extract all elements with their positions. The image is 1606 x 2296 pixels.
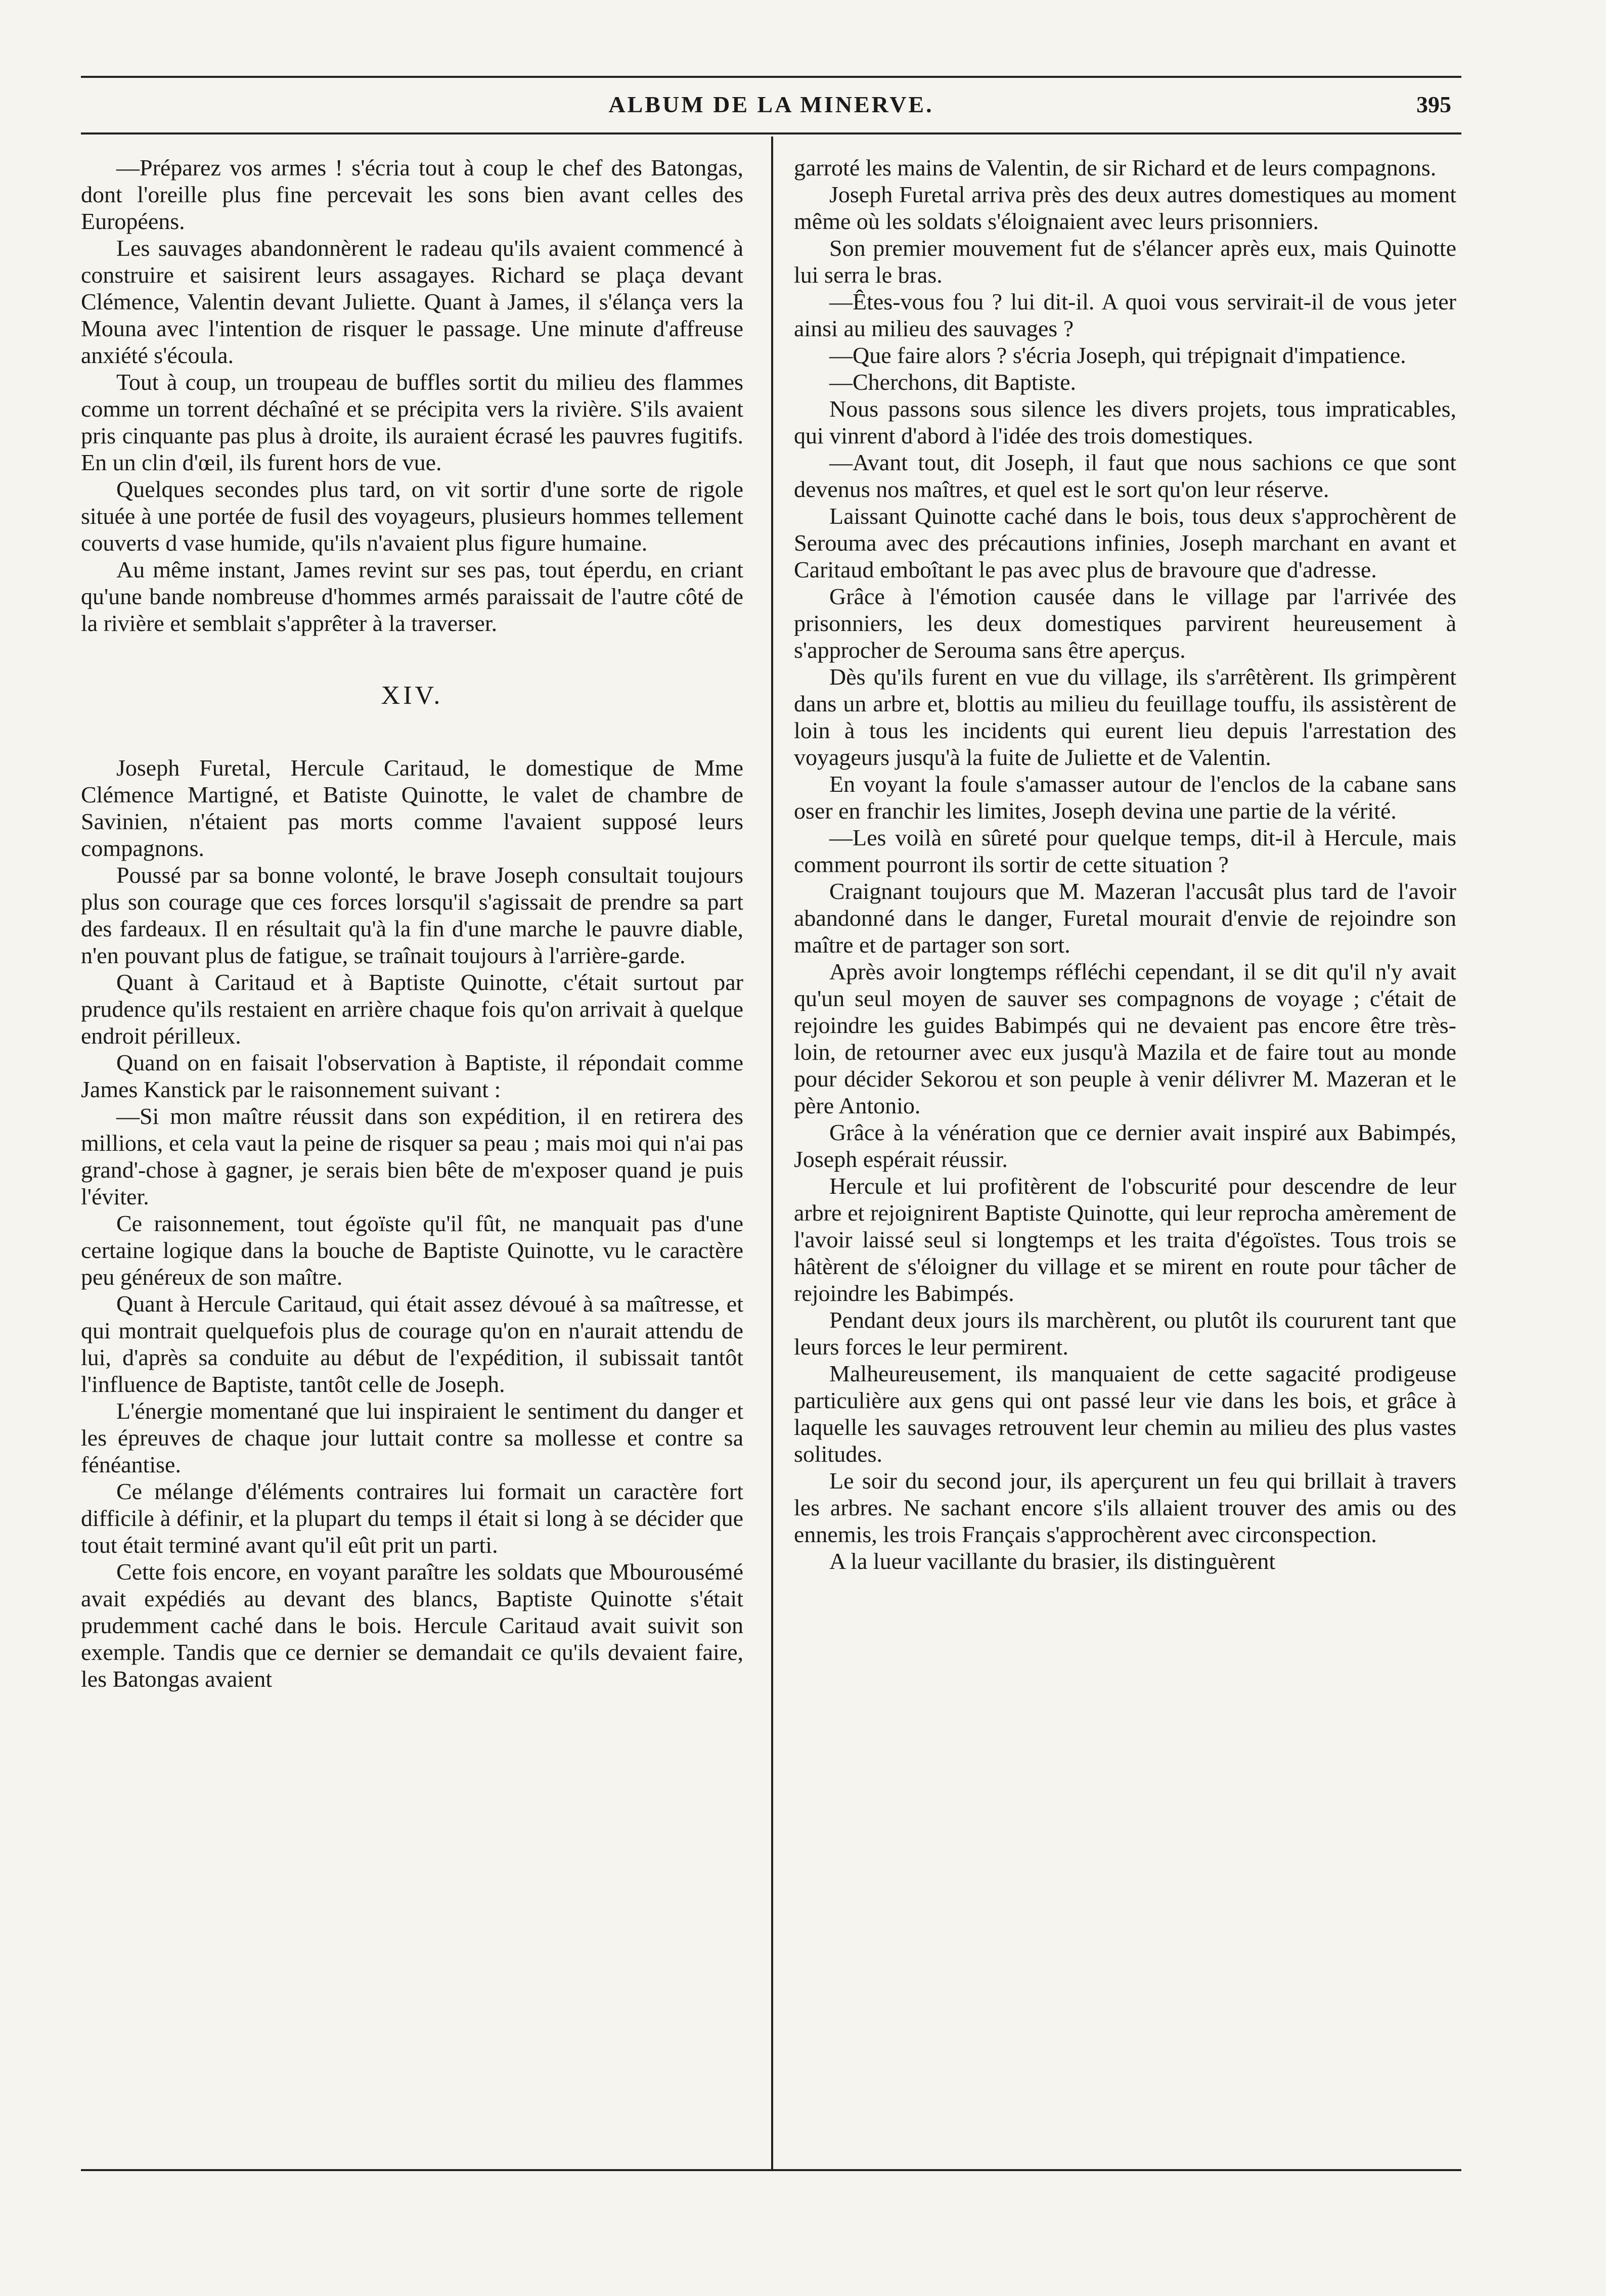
paragraph: —Cherchons, dit Baptiste. — [829, 369, 1077, 395]
top-rule — [81, 76, 1461, 78]
journal-title: ALBUM DE LA MINERVE. — [608, 92, 934, 117]
paragraph: Nous passons sous silence les divers projets, tous impraticables, qui vinrent d'abord à l'idée des trois domestiques. — [794, 396, 1456, 448]
paragraph: Laissant Quinotte caché dans le bois, tous deux s'approchèrent de Serouma avec des précautions infinies, Joseph marchant en avant et Caritaud emboîtant le pas avec plus de bravoure que d'adresse. — [794, 503, 1456, 582]
paragraph: Joseph Furetal, Hercule Caritaud, le domestique de Mme Clémence Martigné, et Batiste Quinotte, le valet de chambre de Savinien, n'étaient pas morts comme l'avaient supposé leurs compagnons. — [81, 755, 743, 861]
paragraph: Ce raisonnement, tout égoïste qu'il fût, ne manquait pas d'une certaine logique dans la bouche de Baptiste Quinotte, vu le caractère peu généreux de son maître. — [81, 1210, 743, 1290]
paragraph: Tout à coup, un troupeau de buffles sortit du milieu des flammes comme un torrent déchaîné et se précipita vers la rivière. S'ils avaient pris cinquante pas plus à droite, ils auraient écrasé les pauvres fugitifs. En un clin d'œil, ils furent hors de vue. — [81, 369, 743, 475]
paragraph: Joseph Furetal arriva près des deux autres domestiques au moment même où les soldats s'éloignaient avec leurs prisonniers. — [794, 182, 1456, 234]
newspaper-page — [81, 76, 1461, 2169]
column-divider — [771, 137, 773, 2169]
page-number: 395 — [1416, 92, 1451, 117]
paragraph: L'énergie momentané que lui inspiraient le sentiment du danger et les épreuves de chaque jour luttait contre sa mollesse et contre sa fénéantise. — [81, 1398, 743, 1477]
paragraph: Quelques secondes plus tard, on vit sortir d'une sorte de rigole située à une portée de fusil des voyageurs, plusieurs hommes tellement couverts d vase humide, qu'ils n'avaient plus figure humaine. — [81, 476, 743, 556]
paragraph: Hercule et lui profitèrent de l'obscurité pour descendre de leur arbre et rejoignirent Baptiste Quinotte, qui leur reprocha amèrement de l'avoir laissé seul si longtemps et les traita d'égoïstes. Tous trois se hâtèrent de s'éloigner du village et se mirent en route pour tâcher de rejoindre les Babimpés. — [794, 1173, 1456, 1306]
paragraph-continuation: garroté les mains de Valentin, de sir Richard et de leurs compagnons. — [794, 155, 1437, 181]
paragraph: A la lueur vacillante du brasier, ils distinguèrent — [829, 1548, 1276, 1574]
paragraph: Quant à Hercule Caritaud, qui était assez dévoué à sa maîtresse, et qui montrait quelquefois plus de courage qu'on en n'aurait attendu de lui, d'après sa conduite au début de l'expédition, il subissait tantôt l'influence de Baptiste, tantôt celle de Joseph. — [81, 1291, 743, 1397]
paragraph: Son premier mouvement fut de s'élancer après eux, mais Quinotte lui serra le bras. — [794, 235, 1456, 288]
paragraph: Poussé par sa bonne volonté, le brave Joseph consultait toujours plus son courage que ces forces lorsqu'il s'agissait de prendre sa part des fardeaux. Il en résultait qu'à la fin d'une marche le pauvre diable, n'en pouvant plus de fatigue, se traînait toujours à l'arrière-garde. — [81, 862, 743, 968]
paragraph: Pendant deux jours ils marchèrent, ou plutôt ils coururent tant que leurs forces le leur permirent. — [794, 1307, 1456, 1360]
paragraph: Quand on en faisait l'observation à Baptiste, il répondait comme James Kanstick par le raisonnement suivant : — [81, 1050, 743, 1102]
paragraph: Malheureusement, ils manquaient de cette sagacité prodigeuse particulière aux gens qui ont passé leur vie dans les bois, et grâce à laquelle les sauvages retrouvent leur chemin au milieu des plus vastes solitudes. — [794, 1361, 1456, 1467]
paragraph: —Si mon maître réussit dans son expédition, il en retirera des millions, et cela vaut la peine de risquer sa peau ; mais moi qui n'ai pas grand'-chose à gagner, je serais bien bête de m'exposer quand je puis l'éviter. — [81, 1103, 743, 1209]
paragraph: Les sauvages abandonnèrent le radeau qu'ils avaient commencé à construire et saisirent leurs assagayes. Richard se plaça devant Clémence, Valentin devant Juliette. Quant à James, il s'élança vers la Mouna avec l'intention de risquer le passage. Une minute d'affreuse anxiété s'écoula. — [81, 235, 743, 368]
paragraph: Grâce à l'émotion causée dans le village par l'arrivée des prisonniers, les deux domestiques parvirent heureusement à s'approcher de Serouma sans être aperçus. — [794, 583, 1456, 663]
left-column — [81, 154, 743, 2172]
paragraph: —Que faire alors ? s'écria Joseph, qui trépignait d'impatience. — [829, 342, 1406, 368]
chapter-heading: XIV. — [381, 681, 443, 710]
paragraph: Après avoir longtemps réfléchi cependant, il se dit qu'il n'y avait qu'un seul moyen de sauver ses compagnons de voyage ; c'était de rejoindre les guides Babimpés qui ne devaient pas encore être très-loin, de retourner avec eux jusqu'à Mazila et de faire tout au monde pour décider Sekorou et son peuple à venir délivrer M. Mazeran et le père Antonio. — [794, 959, 1456, 1118]
paragraph: —Avant tout, dit Joseph, il faut que nous sachions ce que sont devenus nos maîtres, et quel est le sort qu'on leur réserve. — [794, 449, 1456, 502]
paragraph: Dès qu'ils furent en vue du village, ils s'arrêtèrent. Ils grimpèrent dans un arbre et, blottis au milieu du feuillage touffu, ils assistèrent de loin à tous les incidents qui eurent lieu depuis l'arrestation des voyageurs jusqu'à la fuite de Juliette et de Valentin. — [794, 664, 1456, 770]
bottom-rule — [81, 2169, 1461, 2171]
paragraph: Cette fois encore, en voyant paraître les soldats que Mbourousémé avait expédiés au devant des blancs, Baptiste Quinotte s'était prudemment caché dans le bois. Hercule Caritaud avait suivit son exemple. Tandis que ce dernier se demandait ce qu'ils devaient faire, les Batongas avaient — [81, 1559, 743, 1692]
paragraph: Le soir du second jour, ils aperçurent un feu qui brillait à travers les arbres. Ne sachant encore s'ils allaient trouver des amis ou des ennemis, les trois Français s'approchèrent avec circonspection. — [794, 1468, 1456, 1547]
paragraph: Craignant toujours que M. Mazeran l'accusât plus tard de l'avoir abandonné dans le danger, Furetal mourait d'envie de rejoindre son maître et de partager son sort. — [794, 878, 1456, 958]
paragraph: Ce mélange d'éléments contraires lui formait un caractère fort difficile à définir, et la plupart du temps il était si long à se décider que tout était terminé avant qu'il eût prit un parti. — [81, 1478, 743, 1558]
right-column — [794, 154, 1456, 2172]
paragraph: Quant à Caritaud et à Baptiste Quinotte, c'était surtout par prudence qu'ils restaient en arrière chaque fois qu'on arrivait à quelque endroit périlleux. — [81, 969, 743, 1049]
paragraph: —Êtes-vous fou ? lui dit-il. A quoi vous servirait-il de vous jeter ainsi au milieu des sauvages ? — [794, 289, 1456, 341]
paragraph: En voyant la foule s'amasser autour de l'enclos de la cabane sans oser en franchir les limites, Joseph devina une partie de la vérité. — [794, 771, 1456, 824]
paragraph: Au même instant, James revint sur ses pas, tout éperdu, en criant qu'une bande nombreuse d'hommes armés paraissait de l'autre côté de la rivière et semblait s'apprêter à la traverser. — [81, 557, 743, 636]
header-rule — [81, 132, 1461, 134]
paragraph: —Préparez vos armes ! s'écria tout à coup le chef des Batongas, dont l'oreille plus fine percevait les sons bien avant celles des Européens. — [81, 155, 743, 234]
paragraph: —Les voilà en sûreté pour quelque temps, dit-il à Hercule, mais comment pourront ils sortir de cette situation ? — [794, 825, 1456, 877]
paragraph: Grâce à la vénération que ce dernier avait inspiré aux Babimpés, Joseph espérait réussir. — [794, 1119, 1456, 1172]
